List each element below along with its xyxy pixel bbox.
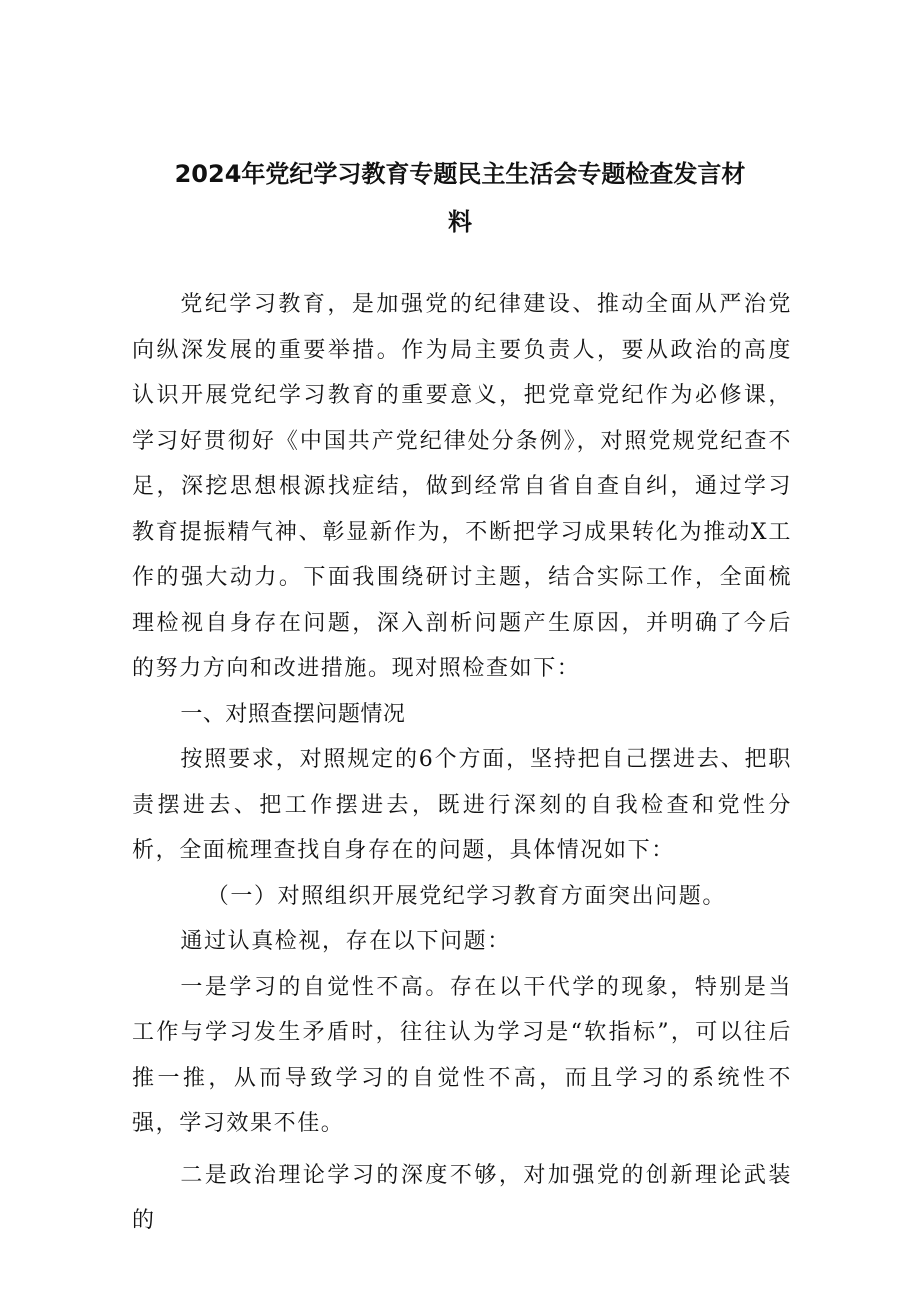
- intro-paragraph: 党纪学习教育，是加强党的纪律建设、推动全面从严治党向纵深发展的重要举措。作为局主要负责人，要从政治的高度认识开展党纪学习教育的重要意义，把党章党纪作为必修课，学习好贯彻好《中国共产党纪律处分条例》，对照党规党纪查不足，深挖思想根源找症结，做到经常自省自查自纠，通过学习教育提振精气神、彰显新作为，不断把学习成果转化为推动X工作的强大动力。下面我围绕研讨主题，结合实际工作，全面梳理检视自身存在问题，深入剖析问题产生原因，并明确了今后的努力方向和改进措施。现对照检查如下：: [132, 292, 792, 681]
- title-line-1: 2024年党纪学习教育专题民主生活会专题检查发言材: [174, 160, 746, 188]
- problem-2-paragraph: 二是政治理论学习的深度不够，对加强党的创新理论武装的: [132, 1162, 792, 1233]
- title-line-2: 料: [448, 208, 472, 236]
- section-heading-1: 一、对照查摆问题情况: [180, 701, 406, 727]
- section-1-paragraph: 按照要求，对照规定的6个方面，坚持把自己摆进去、把职责摆进去、把工作摆进去，既进行深刻的自我检查和党性分析，全面梳理查找自身存在的问题，具体情况如下：: [132, 747, 792, 863]
- problem-1-paragraph: 一是学习的自觉性不高。存在以干代学的现象，特别是当工作与学习发生矛盾时，往往认为学习是“软指标”，可以往后推一推，从而导致学习的自觉性不高，而且学习的系统性不强，学习效果不佳。: [132, 974, 792, 1136]
- subsection-heading-1: （一）对照组织开展党纪学习教育方面突出问题。: [206, 883, 726, 909]
- review-paragraph: 通过认真检视，存在以下问题：: [180, 929, 511, 954]
- document-body: [132, 282, 792, 1244]
- document-title: [140, 150, 780, 246]
